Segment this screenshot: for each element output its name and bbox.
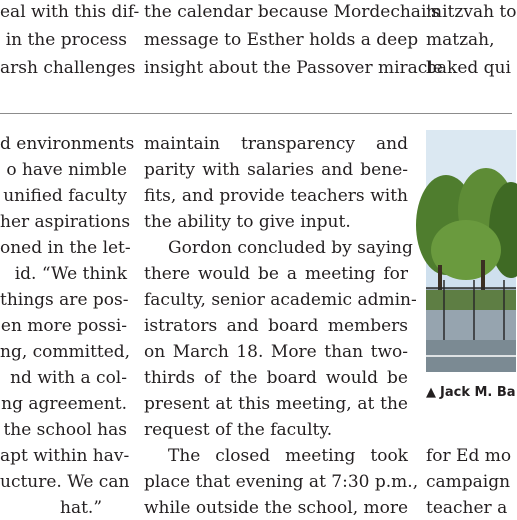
top-middle-line: insight about the Passover miracle — [144, 58, 443, 78]
left-column-line: o have nimble — [6, 160, 127, 180]
left-column-line: ng, committed, — [0, 342, 131, 362]
top-left-line: arsh challenges — [0, 58, 136, 78]
section-divider — [0, 113, 512, 114]
caption-triangle-icon: ▲ — [426, 385, 436, 400]
middle-column-line: on March 18. More than two- — [144, 342, 408, 362]
left-column-line: unified faculty — [3, 186, 127, 206]
top-right-line: baked qui — [426, 58, 511, 78]
top-right-line: mitzvah to — [426, 2, 517, 22]
top-right-line: matzah, — [426, 30, 495, 50]
top-middle-line: the calendar because Mordechai's — [144, 2, 440, 22]
middle-column-line: the ability to give input. — [144, 212, 351, 232]
top-left-line: in the process — [5, 30, 127, 50]
middle-column-line: maintain transparency and — [144, 134, 408, 154]
tennis-court-photo — [426, 130, 516, 372]
middle-column-line: istrators and board members — [144, 316, 408, 336]
photo-credit: Jack M. Ba — [440, 385, 516, 400]
left-column-line: d environments — [0, 134, 135, 154]
middle-column-line: present at this meeting, at the — [144, 394, 408, 414]
middle-column-line: there would be a meeting for — [144, 264, 408, 284]
left-column-line: the school has — [3, 420, 127, 440]
top-middle-line: message to Esther holds a deep — [144, 30, 419, 50]
middle-column-line: faculty, senior academic admin- — [144, 290, 417, 310]
top-left-line: eal with this dif- — [0, 2, 140, 22]
left-column-line: en more possi- — [0, 316, 127, 336]
middle-column-line: fits, and provide teachers with — [144, 186, 408, 206]
right-column-line: for Ed mo — [426, 446, 512, 466]
middle-column-line: The closed meeting took — [168, 446, 408, 466]
photo-caption — [426, 385, 516, 400]
left-column-line: nd with a col- — [10, 368, 127, 388]
left-column-line: id. “We think — [14, 264, 127, 284]
left-column-line: ng agreement. — [1, 394, 127, 414]
left-column-line: hat.” — [60, 498, 103, 518]
left-column-line: apt within hav- — [0, 446, 130, 466]
middle-column-line: thirds of the board would be — [144, 368, 408, 388]
middle-column-line: parity with salaries and bene- — [144, 160, 408, 180]
middle-column-line: request of the faculty. — [144, 420, 333, 440]
middle-column-line: while outside the school, more — [144, 498, 409, 518]
left-column-line: her aspirations — [0, 212, 131, 232]
left-column-line: ucture. We can — [0, 472, 130, 492]
right-column-line: campaign — [426, 472, 511, 492]
right-column-line: teacher a — [426, 498, 508, 518]
left-column-line: things are pos- — [0, 290, 129, 310]
middle-column-line: Gordon concluded by saying — [168, 238, 413, 258]
middle-column-line: place that evening at 7:30 p.m., — [144, 472, 419, 492]
left-column-line: oned in the let- — [0, 238, 131, 258]
